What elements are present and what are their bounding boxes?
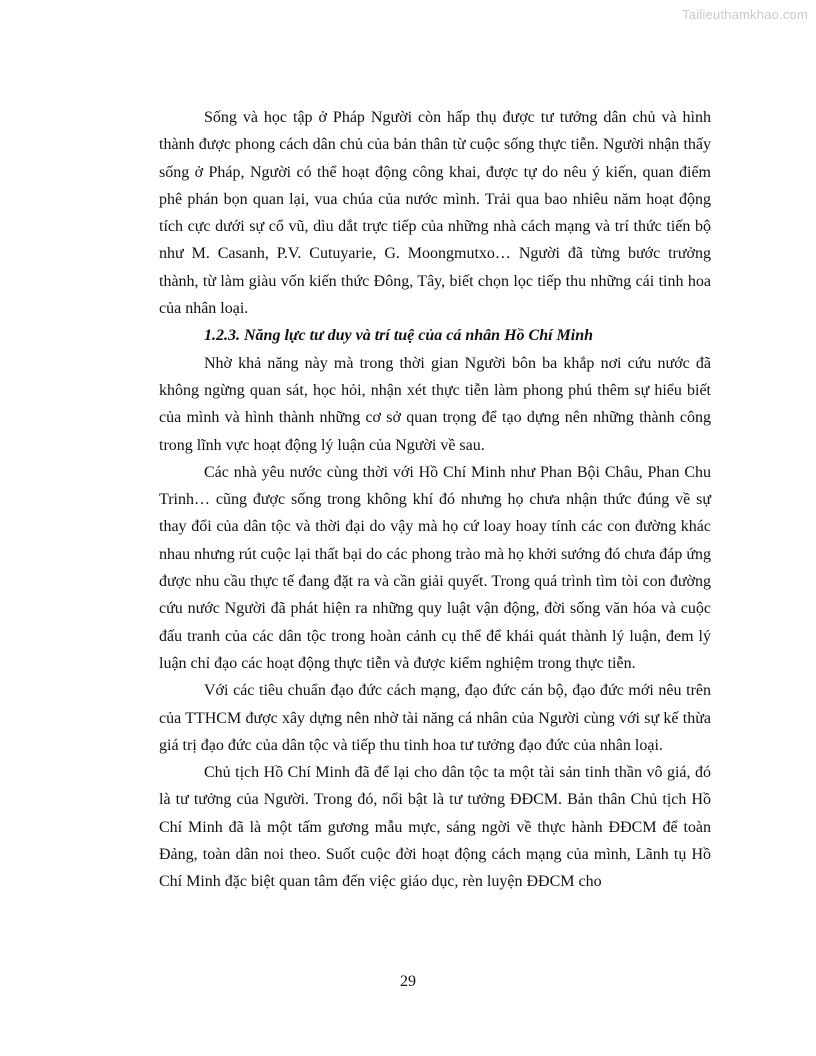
paragraph-1: Sống và học tập ở Pháp Người còn hấp thụ được tư tưởng dân chủ và hình thành được phong cách dân chủ của bản thân từ cuộc sống thực tiễn. Người nhận thấy sống ở Pháp, Người có thể hoạt động công khai, được tự do nêu ý kiến, quan điểm phê phán bọn quan lại, vua chúa của nước mình. Trải qua bao nhiêu năm hoạt động tích cực dưới sự cổ vũ, dìu dắt trực tiếp của những nhà cách mạng và trí thức tiến bộ như M. Casanh, P.V. Cutuyarie, G. Moongmutxo… Người đã từng bước trưởng thành, từ làm giàu vốn kiến thức Đông, Tây, biết chọn lọc tiếp thu những cái tinh hoa của nhân loại. [159, 109, 711, 318]
paragraph-5: Chủ tịch Hồ Chí Minh đã để lại cho dân tộc ta một tài sản tinh thần vô giá, đó là tư tưởng của Người. Trong đó, nổi bật là tư tưởng ĐĐCM. Bản thân Chủ tịch Hồ Chí Minh đã là một tấm gương mẫu mực, sáng ngời về thực hành ĐĐCM để toàn Đảng, toàn dân noi theo. Suốt cuộc đời hoạt động cách mạng của mình, Lãnh tụ Hồ Chí Minh đặc biệt quan tâm đến việc giáo dục, rèn luyện ĐĐCM cho [159, 764, 711, 891]
paragraph-4: Với các tiêu chuẩn đạo đức cách mạng, đạo đức cán bộ, đạo đức mới nêu trên của TTHCM được xây dựng nên nhờ tài năng cá nhân của Người cùng với sự kế thừa giá trị đạo đức của dân tộc và tiếp thu tinh hoa tư tưởng đạo đức của nhân loại. [159, 682, 711, 754]
document-body [159, 104, 711, 896]
paragraph-2: Nhờ khả năng này mà trong thời gian Người bôn ba khắp nơi cứu nước đã không ngừng quan sát, học hỏi, nhận xét thực tiễn làm phong phú thêm sự hiểu biết của mình và hình thành những cơ sở quan trọng để tạo dựng nên những thành công trong lĩnh vực hoạt động lý luận của Người về sau. [159, 354, 711, 454]
page-number: 29 [400, 973, 416, 990]
section-heading: 1.2.3. Năng lực tư duy và trí tuệ của cá nhân Hồ Chí Minh [204, 327, 594, 345]
watermark: Tailieuthamkhao.com [682, 7, 808, 22]
paragraph-3: Các nhà yêu nước cùng thời với Hồ Chí Minh như Phan Bội Châu, Phan Chu Trinh… cũng được sống trong không khí đó nhưng họ chưa nhận thức đúng về sự thay đổi của dân tộc và thời đại do vậy mà họ cứ loay hoay tính các con đường khác nhau nhưng rút cuộc lại thất bại do các phong trào mà họ khởi sướng đó chưa đáp ứng được nhu cầu thực tế đang đặt ra và cần giải quyết. Trong quá trình tìm tòi con đường cứu nước Người đã phát hiện ra những quy luật vận động, đời sống văn hóa và cuộc đấu tranh của các dân tộc trong hoàn cảnh cụ thể để khái quát thành lý luận, đem lý luận chỉ đạo các hoạt động thực tiễn và được kiểm nghiệm trong thực tiễn. [159, 463, 711, 672]
